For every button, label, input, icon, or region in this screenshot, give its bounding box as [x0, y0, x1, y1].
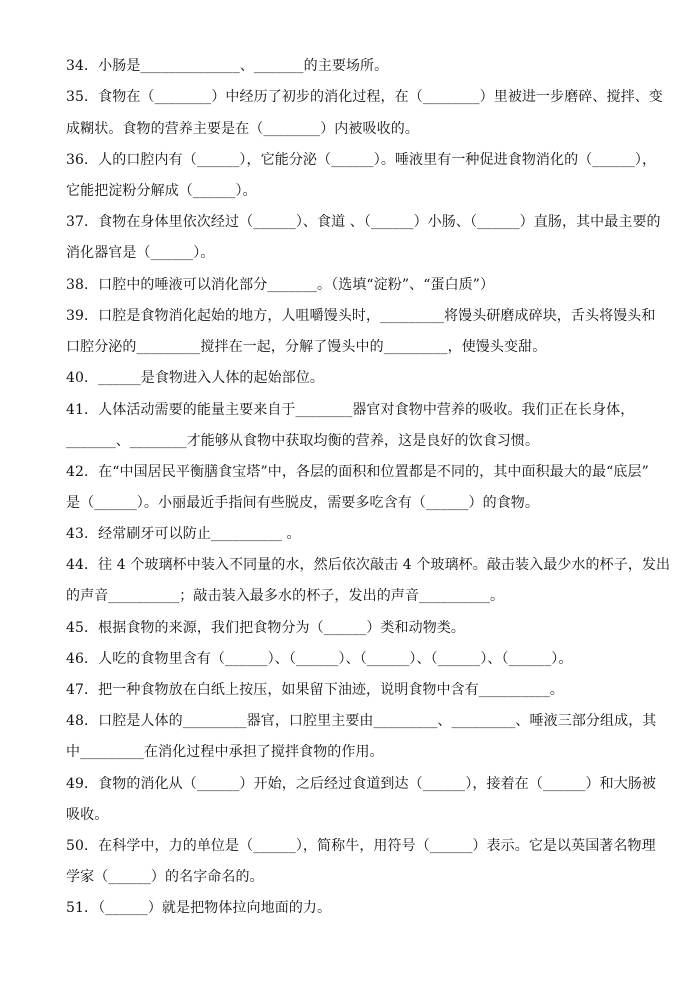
question-text-line: _______、________才能够从食物中获取均衡的营养，这是良好的饮食习惯。 — [66, 433, 540, 449]
question-text-line: 45．根据食物的来源，我们把食物分为（______）类和动物类。 — [66, 620, 466, 636]
question-text-line: 吸收。 — [66, 807, 109, 823]
question-text-line: 37．食物在身体里依次经过（______）、食道 、（______）小肠、（______）直肠，其中最主要的 — [66, 214, 661, 230]
question-text-line: 39．口腔是食物消化起始的地方，人咀嚼馒头时，_________将馒头研磨成碎块，舌头将馒头和 — [66, 308, 656, 324]
question-text-line: 成糊状。食物的营养主要是在（________）内被吸收的。 — [66, 121, 419, 137]
question-text-line: 学家（______）的名字命名的。 — [66, 869, 264, 885]
question-text-line: 43．经常刷牙可以防止__________ 。 — [66, 526, 301, 542]
question-text-line: 40．______是食物进入人体的起始部位。 — [66, 370, 325, 386]
question-text-line: 消化器官是（______）。 — [66, 245, 215, 261]
question-text-line: 51．（______）就是把物体拉向地面的力。 — [66, 900, 332, 916]
question-text-line: 50．在科学中，力的单位是（______），简称牛，用符号（______）表示。它是以英国著名物理 — [66, 838, 656, 854]
question-text-line: 47．把一种食物放在白纸上按压，如果留下油迹，说明食物中含有__________。 — [66, 682, 564, 698]
question-text-line: 36．人的口腔内有（______），它能分泌（______）。唾液里有一种促进食物消化的（______）， — [66, 152, 657, 168]
question-text-line: 中_________在消化过程中承担了搅拌食物的作用。 — [66, 744, 384, 760]
question-text-line: 44．往 4 个玻璃杯中装入不同量的水，然后依次敲击 4 个玻璃杯。敲击装入最少水的杯子，发出 — [66, 557, 671, 573]
question-text-line: 46．人吃的食物里含有（______）、（______）、（______）、（______）、（______）。 — [66, 651, 573, 667]
question-text-line: 35．食物在（________）中经历了初步的消化过程，在（________）里被进一步磨碎、搅拌、变 — [66, 89, 663, 105]
question-text-line: 是（______）。小丽最近手指间有些脱皮，需要多吃含有（______）的食物。 — [66, 495, 539, 511]
question-text-line: 42．在“中国居民平衡膳食宝塔”中，各层的面积和位置都是不同的，其中面积最大的最“底层” — [66, 464, 649, 480]
question-text-line: 它能把淀粉分解成（______）。 — [66, 183, 257, 199]
question-text-line: 的声音__________；敲击装入最多水的杯子，发出的声音__________。 — [66, 588, 505, 604]
question-text-line: 34．小肠是______________、_______的主要场所。 — [66, 58, 389, 74]
question-text-line: 38．口腔中的唾液可以消化部分_______。（选填“淀粉”、“蛋白质”） — [66, 277, 495, 293]
question-text-line: 口腔分泌的_________搅拌在一起，分解了馒头中的_________，使馒头变甜。 — [66, 339, 547, 355]
question-text-line: 49．食物的消化从（______）开始，之后经过食道到达（______），接着在（______）和大肠被 — [66, 776, 657, 792]
question-text-line: 48．口腔是人体的_________器官，口腔里主要由_________、_________、唾液三部分组成，其 — [66, 713, 657, 729]
question-text-line: 41．人体活动需要的能量主要来自于________器官对食物中营养的吸收。我们正在长身体， — [66, 402, 635, 418]
